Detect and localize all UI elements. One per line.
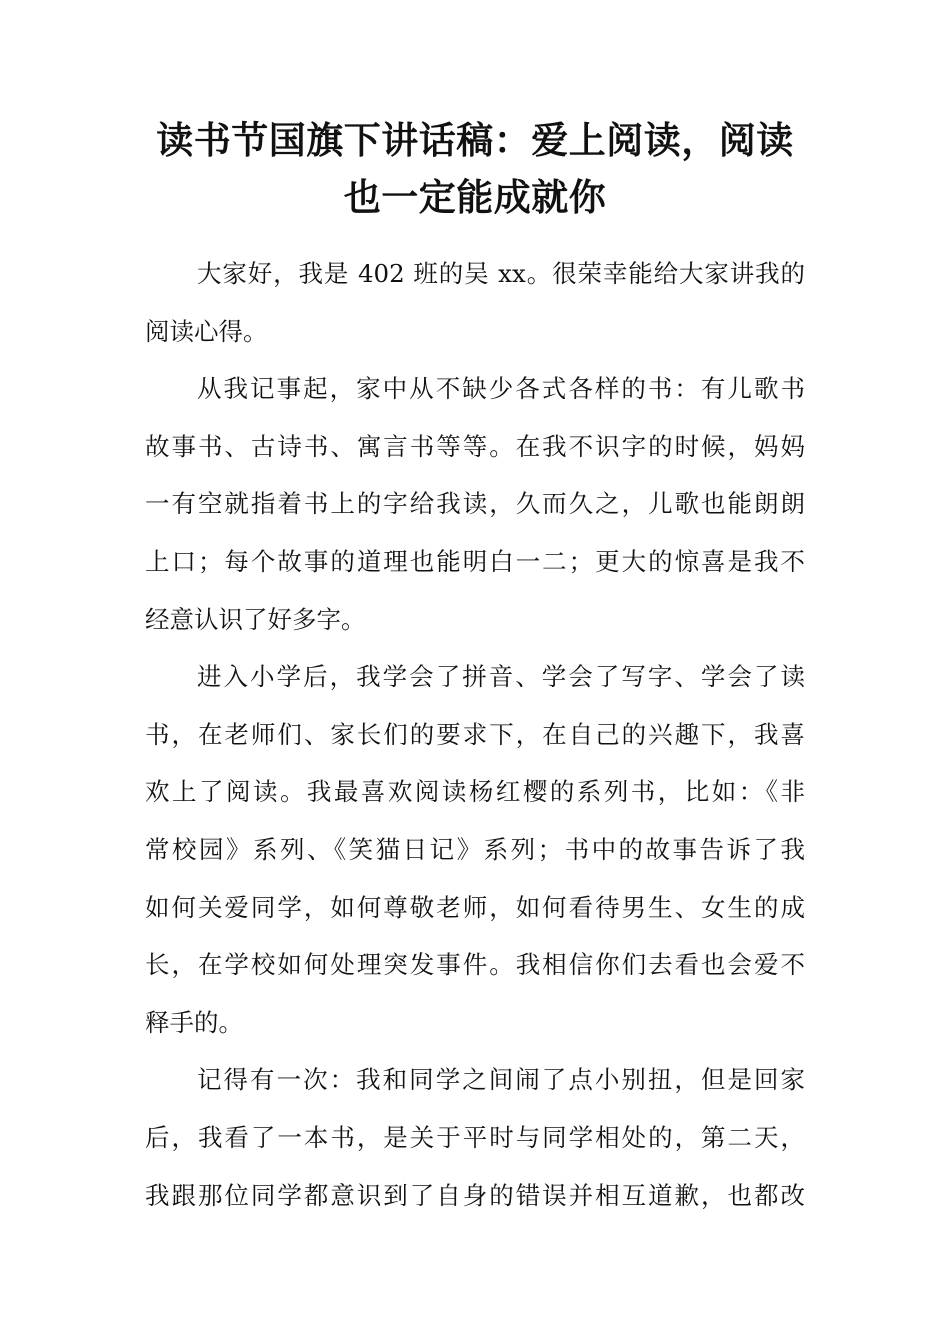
text-line: 进入小学后，我学会了拼音、学会了写字、学会了读 (197, 662, 805, 692)
text-line: 经意认识了好多字。 (145, 604, 366, 634)
paragraph-1 (145, 245, 805, 360)
text-line: 后，我看了一本书，是关于平时与同学相处的，第二天， (145, 1122, 805, 1152)
title-line-1: 读书节国旗下讲话稿：爱上阅读，阅读 (156, 119, 794, 162)
text-line: 如何关爱同学，如何尊敬老师，如何看待男生、女生的成 (145, 892, 805, 922)
document-title (140, 112, 810, 226)
text-line: 常校园》系列、《笑猫日记》系列；书中的故事告诉了我 (145, 834, 805, 864)
title-line-2: 也一定能成就你 (343, 176, 607, 219)
paragraph-4 (145, 1051, 805, 1224)
text-line: 故事书、古诗书、寓言书等等。在我不识字的时候，妈妈 (145, 431, 805, 461)
text-line: 从我记事起，家中从不缺少各式各样的书：有儿歌书 (197, 374, 805, 404)
text-line: 我跟那位同学都意识到了自身的错误并相互道歉，也都改 (145, 1180, 805, 1210)
text-line: 释手的。 (145, 1007, 243, 1037)
text-line: 记得有一次：我和同学之间闹了点小别扭，但是回家 (197, 1065, 805, 1095)
text-line: 长，在学校如何处理突发事件。我相信你们去看也会爱不 (145, 950, 805, 980)
text-line: 书，在老师们、家长们的要求下，在自己的兴趣下，我喜 (145, 719, 805, 749)
paragraph-2 (145, 360, 805, 648)
text-line: 欢上了阅读。我最喜欢阅读杨红樱的系列书，比如：《非 (145, 777, 805, 807)
text-line: 大家好，我是 402 班的吴 xx。很荣幸能给大家讲我的 (197, 259, 805, 288)
text-line: 一有空就指着书上的字给我读，久而久之，儿歌也能朗朗 (145, 489, 805, 519)
document-body (145, 245, 805, 1224)
text-line: 阅读心得。 (145, 316, 268, 346)
paragraph-3 (145, 648, 805, 1051)
text-line: 上口；每个故事的道理也能明白一二；更大的惊喜是我不 (145, 546, 805, 576)
